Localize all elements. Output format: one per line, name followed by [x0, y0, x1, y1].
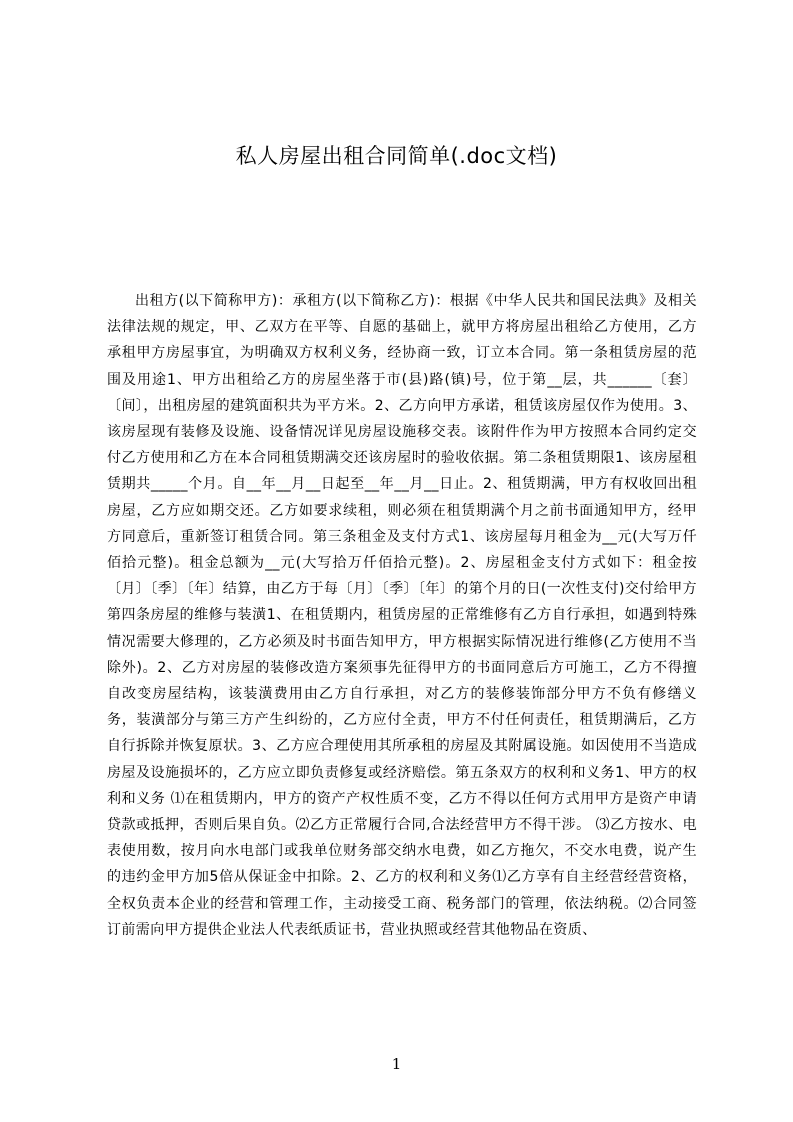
- contract-body-text: 出租方(以下简称甲方)：承租方(以下简称乙方)：根据《中华人民共和国民法典》及相关法律法规的规定，甲、乙双方在平等、自愿的基础上，就甲方将房屋出租给乙方使用，乙方承租甲方房屋事宜，为明确双方权利义务，经协商一致，订立本合同。第一条租赁房屋的范围及用途1、甲方出租给乙方的房屋坐落于市(县)路(镇)号，位于第__层，共______〔套〕〔间〕，出租房屋的建筑面积共为平方米。2、乙方向甲方承诺，租赁该房屋仅作为使用。3、该房屋现有装修及设施、设备情况详见房屋设施移交表。该附件作为甲方按照本合同约定交付乙方使用和乙方在本合同租赁期满交还该房屋时的验收依据。第二条租赁期限1、该房屋租赁期共_____个月。自__年__月__日起至__年__月__日止。2、租赁期满，甲方有权收回出租房屋，乙方应如期交还。乙方如要求续租，则必须在租赁期满个月之前书面通知甲方，经甲方同意后，重新签订租赁合同。第三条租金及支付方式1、该房屋每月租金为__元(大写万仟佰拾元整)。租金总额为__元(大写拾万仟佰拾元整)。2、房屋租金支付方式如下：租金按〔月〕〔季〕〔年〕结算，由乙方于每〔月〕〔季〕〔年〕的第个月的日(一次性支付)交付给甲方第四条房屋的维修与装潢1、在租赁期内，租赁房屋的正常维修有乙方自行承担，如遇到特殊情况需要大修理的，乙方必须及时书面告知甲方，甲方根据实际情况进行维修(乙方使用不当除外)。2、乙方对房屋的装修改造方案须事先征得甲方的书面同意后方可施工，乙方不得擅自改变房屋结构，该装潢费用由乙方自行承担，对乙方的装修装饰部分甲方不负有修缮义务，装潢部分与第三方产生纠纷的，乙方应付全责，甲方不付任何责任，租赁期满后，乙方自行拆除并恢复原状。3、乙方应合理使用其所承租的房屋及其附属设施。如因使用不当造成房屋及设施损坏的，乙方应立即负责修复或经济赔偿。第五条双方的权利和义务1、甲方的权利和义务 ⑴在租赁期内，甲方的资产产权性质不变，乙方不得以任何方式用甲方是资产申请贷款或抵押，否则后果自负。⑵乙方正常履行合同,合法经营甲方不得干涉。 ⑶乙方按水、电表使用数，按月向水电部门或我单位财务部交纳水电费，如乙方拖欠，不交水电费，说产生的违约金甲方加5倍从保证金中扣除。2、乙方的权利和义务⑴乙方享有自主经营经营资格，全权负责本企业的经营和管理工作，主动接受工商、税务部门的管理，依法纳税。⑵合同签订前需向甲方提供企业法人代表纸质证书，营业执照或经营其他物品在资质、: [107, 293, 697, 938]
- document-title: 私人房屋出租合同简单(.doc文档): [235, 144, 558, 168]
- page-number: 1: [391, 1055, 402, 1073]
